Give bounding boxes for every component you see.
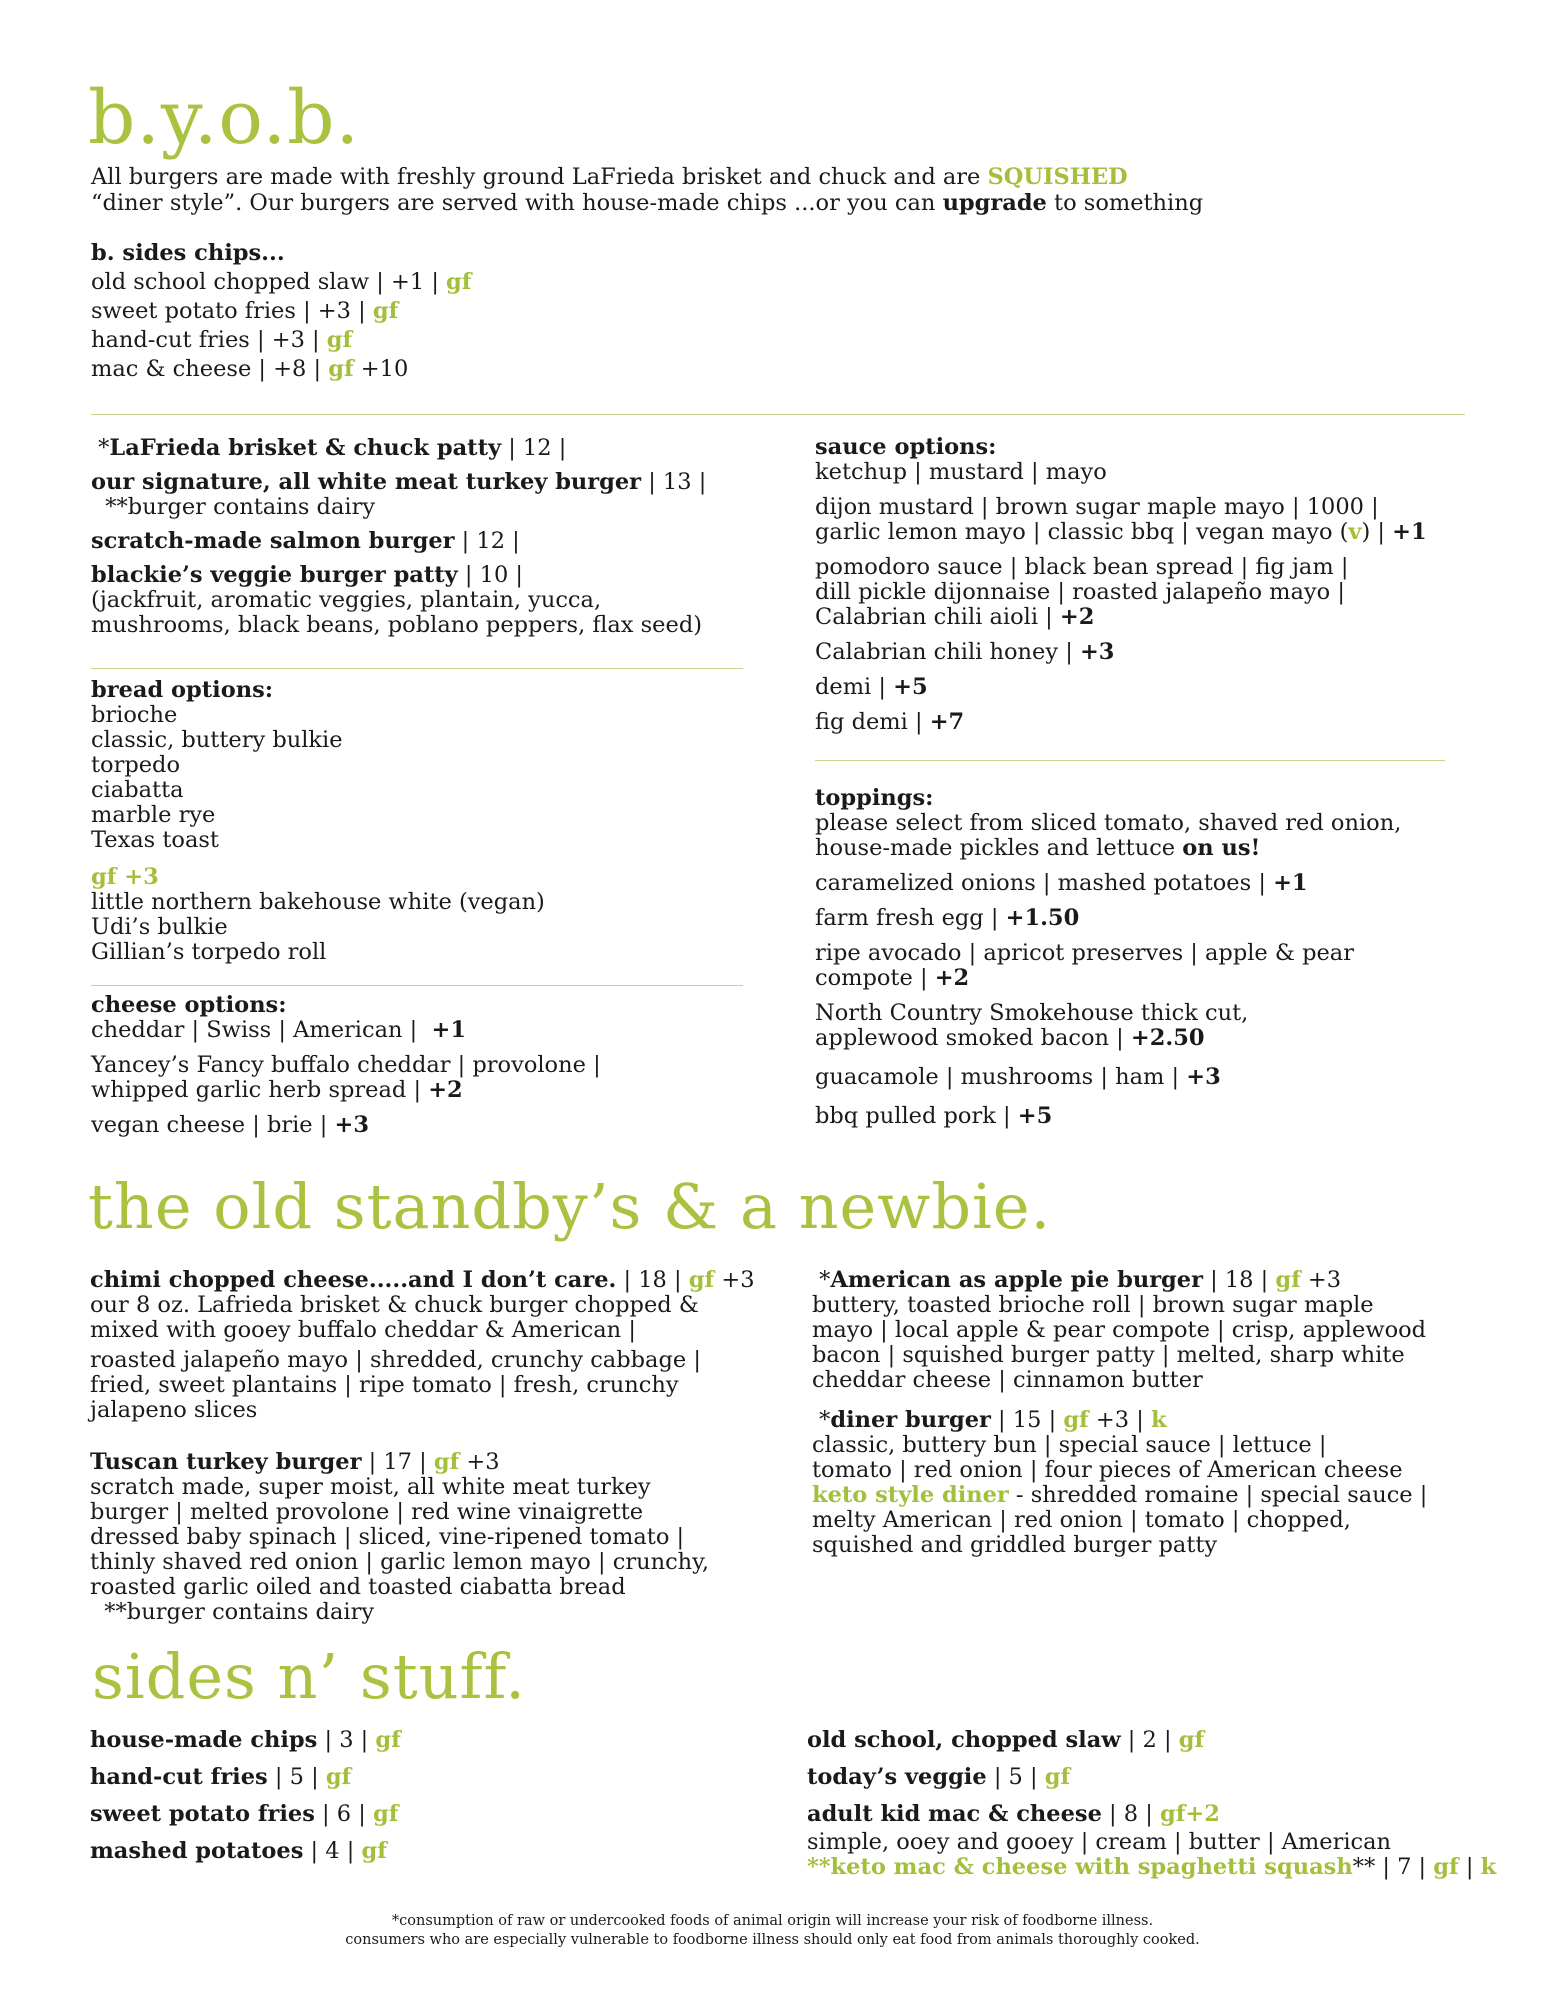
cheese-line <box>91 1113 601 1138</box>
item-price: | 18 | <box>1202 1267 1276 1293</box>
topping-line: please select from sliced tomato, shaved red onion, <box>815 810 1402 836</box>
cheese-heading: cheese options: <box>91 992 287 1018</box>
side-price: | 4 | <box>303 1838 362 1864</box>
topping-line <box>815 906 1401 931</box>
sauce-line <box>815 520 1427 545</box>
topping-line: ripe avocado | apricot preserves | apple & pear <box>815 940 1354 966</box>
gf-badge: gf <box>446 269 472 295</box>
price-add: +2 <box>428 1077 463 1103</box>
sauce-text: ) | <box>1361 519 1393 545</box>
patty-description: mushrooms, black beans, poblano peppers, flax seed) <box>91 612 702 638</box>
sauce-line <box>815 710 1427 735</box>
gf-upcharge: +3 <box>1300 1267 1342 1293</box>
side-item <box>90 1802 401 1827</box>
diner-burger <box>812 1408 1427 1558</box>
gf-badge: gf <box>1178 1727 1205 1753</box>
divider <box>91 985 743 986</box>
side-price: ** | 7 | <box>1352 1854 1434 1880</box>
toppings-heading: toppings: <box>815 785 934 811</box>
cheese-text: cheddar | Swiss | American | <box>91 1017 432 1043</box>
side-text: mac & cheese | +8 | <box>91 356 329 382</box>
price-add: +3 <box>1186 1064 1221 1090</box>
standby-title: the old standby’s & a newbie. <box>88 1170 1052 1243</box>
item-title <box>812 1408 1427 1433</box>
side-item <box>90 1728 401 1753</box>
patty-price: | 13 | <box>641 469 707 495</box>
sauce-line <box>815 605 1427 630</box>
sauce-line: ketchup | mustard | mayo <box>815 459 1107 485</box>
patty-option <box>91 470 741 495</box>
price-add: +1 <box>1273 870 1308 896</box>
cheese-line <box>91 1018 601 1043</box>
side-name: hand-cut fries <box>90 1764 268 1790</box>
item-description: roasted garlic oiled and toasted ciabatta bread <box>90 1574 626 1600</box>
gf-badge: gf <box>1044 1764 1071 1790</box>
gf-badge: gf <box>325 1764 352 1790</box>
byob-title: b.y.o.b. <box>88 75 361 161</box>
gf-badge: gf <box>1433 1854 1459 1880</box>
side-price: | 2 | <box>1120 1727 1179 1753</box>
side-name: old school, chopped slaw <box>807 1727 1121 1753</box>
side-option <box>91 357 471 382</box>
divider <box>815 760 1445 761</box>
keto-name: keto style diner <box>812 1482 1009 1508</box>
cheese-line: Yancey’s Fancy buffalo cheddar | provolone | <box>91 1052 601 1078</box>
side-price: | 5 | <box>986 1764 1045 1790</box>
gf-badge: gf <box>375 1727 401 1753</box>
patty-price: | 12 | <box>501 435 567 461</box>
gf-upcharge: +3 <box>714 1267 755 1293</box>
cheese-text: vegan cheese | brie | <box>91 1112 335 1138</box>
bread-item: brioche <box>91 702 178 728</box>
sides-chips-heading: b. sides chips... <box>91 240 285 266</box>
item-description: bacon | squished burger patty | melted, sharp white <box>812 1342 1405 1368</box>
price-add: +2 <box>1059 604 1095 630</box>
gf-bread-item: Udi’s bulkie <box>91 914 228 940</box>
sauce-line: pomodoro sauce | black bean spread | fig jam | <box>815 554 1349 580</box>
topping-line <box>815 1026 1401 1051</box>
side-description: simple, ooey and gooey | cream | butter | American <box>807 1829 1392 1855</box>
patty-price: | 10 | <box>457 562 523 588</box>
sauce-text: demi | <box>815 674 894 700</box>
gf-badge: gf <box>361 1838 387 1864</box>
patty-name: LaFrieda brisket & chuck patty <box>109 435 502 461</box>
bread-item: marble rye <box>91 802 216 828</box>
side-name: keto mac & cheese with spaghetti squash <box>830 1854 1353 1880</box>
upgrade-word: upgrade <box>942 190 1047 216</box>
keto-mac-item <box>807 1855 1496 1880</box>
star: * <box>98 435 110 461</box>
sauce-text: fig demi | <box>815 709 930 735</box>
cheese-line <box>91 1078 601 1103</box>
intro-text: to something <box>1046 190 1204 216</box>
dairy-note: **burger contains dairy <box>91 494 376 520</box>
patty-list <box>91 436 741 638</box>
item-description: melty American | red onion | tomato | chopped, <box>812 1507 1351 1533</box>
item-name: American as apple pie burger <box>830 1267 1203 1293</box>
price-add: +2.50 <box>1130 1025 1205 1051</box>
keto-variant <box>812 1483 1427 1508</box>
gf-badge: gf <box>1275 1267 1301 1293</box>
side-option <box>91 270 471 295</box>
tuscan-burger <box>90 1450 709 1625</box>
patty-option <box>91 529 741 554</box>
item-description: classic, buttery bun | special sauce | lettuce | <box>812 1432 1327 1458</box>
price-add: +3 <box>1079 639 1115 665</box>
price-add: +3 <box>334 1112 370 1138</box>
sauce-line <box>815 675 1427 700</box>
topping-text: compote | <box>815 965 935 991</box>
item-price: | 15 | <box>990 1407 1064 1433</box>
topping-text: caramelized onions | mashed potatoes | <box>815 870 1274 896</box>
side-extra: +10 <box>353 356 409 382</box>
bread-item: Texas toast <box>91 827 219 853</box>
keto-badge: k <box>1150 1407 1167 1433</box>
side-name: house-made chips <box>90 1727 318 1753</box>
gf-badge: gf <box>328 356 354 382</box>
topping-line <box>815 871 1401 896</box>
price-add: +1 <box>1392 519 1427 545</box>
bread-item: torpedo <box>91 752 181 778</box>
dairy-note: **burger contains dairy <box>90 1599 375 1625</box>
side-price: | 3 | <box>317 1727 376 1753</box>
sides-right <box>807 1728 1496 1880</box>
gf-bread-heading: gf +3 <box>91 864 159 890</box>
patty-option <box>91 436 741 461</box>
separator: | <box>1458 1854 1481 1880</box>
side-item <box>90 1839 401 1864</box>
price-add: +2 <box>934 965 970 991</box>
topping-text: applewood smoked bacon | <box>815 1025 1131 1051</box>
item-description: thinly shaved red onion | garlic lemon mayo | crunchy, <box>90 1549 710 1575</box>
patty-price: | 12 | <box>454 528 520 554</box>
side-name: mashed potatoes <box>90 1838 304 1864</box>
sauce-options <box>815 435 1427 735</box>
patty-option <box>91 563 741 588</box>
side-name: sweet potato fries <box>90 1801 315 1827</box>
apple-pie-burger <box>812 1268 1426 1393</box>
toppings-options <box>815 786 1401 1129</box>
patty-name: scratch-made salmon burger <box>91 528 455 554</box>
side-item <box>807 1765 1496 1790</box>
item-title <box>812 1268 1426 1293</box>
footer-disclaimer-2: consumers who are especially vulnerable to foodborne illness should only eat food from animals thoroughly cooked. <box>345 1932 1200 1948</box>
price-add: +1.50 <box>1005 905 1080 931</box>
side-item <box>90 1765 401 1790</box>
sauce-text: garlic lemon mayo | classic bbq | vegan mayo ( <box>815 519 1349 545</box>
side-price: | 5 | <box>267 1764 326 1790</box>
item-description: scratch made, super moist, all white meat turkey <box>90 1474 651 1500</box>
footer-disclaimer-1: *consumption of raw or undercooked foods of animal origin will increase your risk of foodborne illness. <box>391 1913 1154 1929</box>
gf-badge: gf <box>433 1449 460 1475</box>
item-description: jalapeno slices <box>90 1397 258 1423</box>
item-description: cheddar cheese | cinnamon butter <box>812 1367 1203 1393</box>
cheese-options <box>91 993 601 1138</box>
item-description: mixed with gooey buffalo cheddar & American | <box>90 1317 636 1343</box>
star: * <box>819 1407 831 1433</box>
gf-upcharge: +3 <box>459 1449 500 1475</box>
patty-description: (jackfruit, aromatic veggies, plantain, yucca, <box>91 587 602 613</box>
item-name: Tuscan turkey burger <box>90 1449 362 1475</box>
sides-title: sides n’ stuff. <box>92 1640 526 1713</box>
chimi-burger <box>90 1268 755 1423</box>
side-item <box>807 1802 1496 1827</box>
gf-badge: gf <box>326 327 353 353</box>
gf-bread-item: little northern bakehouse white (vegan) <box>91 889 545 915</box>
vegan-badge: v <box>1348 519 1362 545</box>
cheese-text: whipped garlic herb spread | <box>91 1077 429 1103</box>
side-item <box>807 1728 1496 1753</box>
bread-options <box>91 678 545 965</box>
topping-line <box>815 966 1401 991</box>
price-add: +1 <box>431 1017 467 1043</box>
squished-highlight: SQUISHED <box>987 164 1128 190</box>
side-price: | 6 | <box>314 1801 373 1827</box>
sauce-line: dijon mustard | brown sugar maple mayo | 1000 | <box>815 494 1379 520</box>
sauce-line: dill pickle dijonnaise | roasted jalapeño mayo | <box>815 579 1345 605</box>
sauce-text: Calabrian chili honey | <box>815 639 1080 665</box>
price-add: +7 <box>929 709 965 735</box>
topping-text: guacamole | mushrooms | ham | <box>815 1064 1187 1090</box>
sauce-heading: sauce options: <box>815 434 997 460</box>
item-name: chimi chopped cheese.....and I don’t care. <box>90 1267 617 1293</box>
item-title <box>90 1450 709 1475</box>
item-name: diner burger <box>830 1407 991 1433</box>
topping-line <box>815 836 1401 861</box>
gf-badge: gf <box>688 1267 715 1293</box>
intro-text: “diner style”. Our burgers are served with house-made chips ...or you can <box>91 190 943 216</box>
item-description: squished and griddled burger patty <box>812 1532 1218 1558</box>
divider <box>91 668 743 669</box>
item-description: - shredded romaine | special sauce | <box>1008 1482 1428 1508</box>
side-option <box>91 328 471 353</box>
keto-stars: ** <box>807 1854 831 1880</box>
item-title <box>90 1268 755 1293</box>
price-add: +5 <box>893 674 928 700</box>
side-text: old school chopped slaw | +1 | <box>91 269 447 295</box>
patty-name: blackie’s veggie burger patty <box>91 562 458 588</box>
sauce-line <box>815 640 1427 665</box>
intro-text: All burgers are made with freshly ground LaFrieda brisket and chuck and are <box>91 164 988 190</box>
item-description: dressed baby spinach | sliced, vine-ripened tomato | <box>90 1524 685 1550</box>
topping-text: house-made pickles and lettuce <box>815 835 1183 861</box>
price-add: +5 <box>1017 1103 1053 1129</box>
gf-badge: gf+2 <box>1159 1801 1220 1827</box>
side-price: | 8 | <box>1101 1801 1160 1827</box>
gf-badge: gf <box>372 298 399 324</box>
item-price: | 17 | <box>361 1449 434 1475</box>
keto-badge: k <box>1480 1854 1497 1880</box>
side-text: sweet potato fries | +3 | <box>91 298 373 324</box>
gf-badge: gf <box>373 1801 399 1827</box>
sides-left <box>90 1728 401 1864</box>
byob-intro-line-2 <box>91 191 1203 216</box>
topping-text: farm fresh egg | <box>815 905 1006 931</box>
item-description: burger | melted provolone | red wine vinaigrette <box>90 1499 644 1525</box>
side-name: today’s veggie <box>807 1764 987 1790</box>
side-name: adult kid mac & cheese <box>807 1801 1102 1827</box>
item-description: tomato | red onion | four pieces of American cheese <box>812 1457 1403 1483</box>
sides-chips-list <box>91 270 471 382</box>
topping-line <box>815 1104 1401 1129</box>
gf-bread-item: Gillian’s torpedo roll <box>91 939 327 965</box>
topping-text: bbq pulled pork | <box>815 1103 1018 1129</box>
item-description: mayo | local apple & pear compote | crisp, applewood <box>812 1317 1427 1343</box>
item-description: our 8 oz. Lafrieda brisket & chuck burger chopped & <box>90 1292 699 1318</box>
side-text: hand-cut fries | +3 | <box>91 327 327 353</box>
patty-name: our signature, all white meat turkey burger <box>91 469 642 495</box>
star: * <box>819 1267 831 1293</box>
on-us: on us! <box>1182 835 1261 861</box>
topping-line: North Country Smokehouse thick cut, <box>815 1000 1249 1026</box>
bread-item: ciabatta <box>91 777 184 803</box>
item-description: buttery, toasted brioche roll | brown sugar maple <box>812 1292 1374 1318</box>
item-description: fried, sweet plantains | ripe tomato | fresh, crunchy <box>90 1372 679 1398</box>
bread-heading: bread options: <box>91 677 274 703</box>
item-price: | 18 | <box>616 1267 689 1293</box>
gf-badge: gf <box>1063 1407 1089 1433</box>
byob-intro-line-1 <box>91 165 1128 190</box>
gf-upcharge: +3 | <box>1088 1407 1151 1433</box>
topping-line <box>815 1065 1401 1090</box>
sauce-text: Calabrian chili aioli | <box>815 604 1060 630</box>
item-description: roasted jalapeño mayo | shredded, crunchy cabbage | <box>90 1347 701 1373</box>
divider <box>91 414 1465 415</box>
bread-item: classic, buttery bulkie <box>91 727 343 753</box>
side-option <box>91 299 471 324</box>
